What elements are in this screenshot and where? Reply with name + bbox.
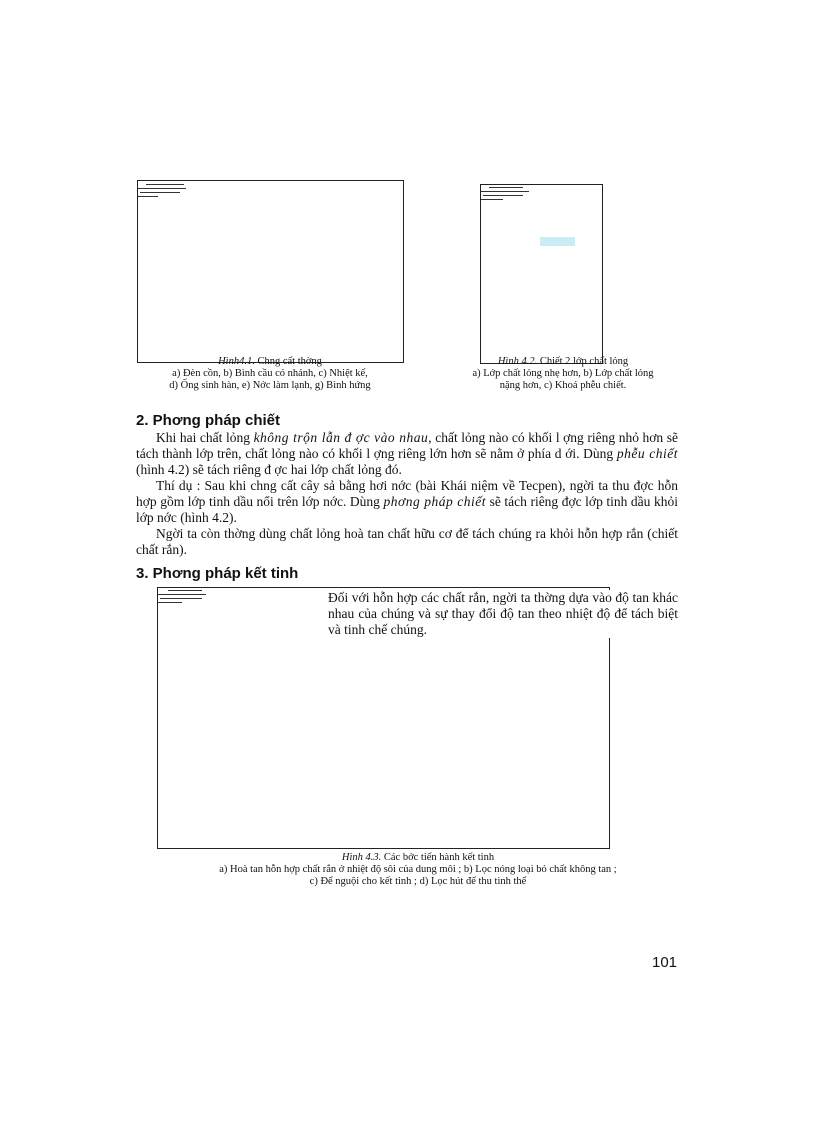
figure-4-1-caption-text: Chng cất thờng: [254, 356, 322, 367]
section-3-heading: 3. Phơng pháp kết tinh: [136, 565, 299, 582]
p1-text-a: Khi hai chất lỏng: [156, 430, 254, 445]
figure-4-3-caption-title: [140, 852, 696, 864]
figure-4-3-mark: [168, 590, 202, 591]
figure-4-2-mark: [483, 195, 523, 196]
figure-4-2-caption-text: Chiết 2 lớp chất lỏng: [537, 356, 629, 367]
figure-4-3-caption-line2: c) Để nguội cho kết tinh ; d) Lọc hút để thu tinh thể: [309, 876, 527, 887]
figure-4-3-mark: [158, 602, 182, 603]
figure-4-3-caption-label: Hình 4.3.: [341, 852, 382, 863]
section-3-paragraph-1: Đối với hỗn hợp các chất rắn, ngời ta thờng dựa vào độ tan khác nhau của chúng và sự thay đổi độ tan theo nhiệt độ để tách biệt và tinh chế chúng.: [328, 590, 678, 637]
section-2-paragraph-1: [136, 430, 678, 478]
figure-4-2-highlight: [540, 237, 575, 246]
figure-4-1-caption-line1: a) Đèn cồn, b) Bình cầu có nhánh, c) Nhiệt kế,: [172, 368, 368, 379]
figure-4-2-caption-line1: a) Lớp chất lỏng nhẹ hơn, b) Lớp chất lỏng: [472, 368, 654, 379]
figure-4-1-caption-title: [130, 356, 410, 368]
figure-4-1-mark: [146, 184, 184, 185]
figure-4-2-caption-line2: nặng hơn, c) Khoá phễu chiết.: [499, 380, 627, 391]
p1-emphasis-2: phễu chiết: [616, 446, 678, 461]
p2-text-b: sẽ tách riêng đợc lớp tinh dầu khỏi lớp nớc (hình 4.2).: [136, 494, 678, 525]
p2-text-a: Thí dụ : Sau khi chng cất cây sả bằng hơi nớc (bài Khái niệm về Tecpen), ngời ta thu đợc hỗn hợp gồm lớp tinh dầu nổi trên lớp nớc. Dùng: [136, 478, 678, 509]
figure-4-1-caption: [130, 356, 410, 392]
section-2-heading: 2. Phơng pháp chiết: [136, 412, 281, 429]
figure-4-2-caption: [440, 356, 686, 392]
p1-text-b: , chất lỏng nào có khối l ợng riêng nhỏ hơn sẽ tách thành lớp trên, chất lỏng nào có khối l ợng riêng lớn hơn sẽ nằm ở phía d ới. Dùng: [136, 430, 679, 461]
figure-4-2-mark: [481, 191, 529, 192]
figure-4-2-mark: [481, 199, 503, 200]
figure-4-2-caption-title: [440, 356, 686, 368]
p1-text-c: (hình 4.2) sẽ tách riêng đ ợc hai lớp chất lỏng đó.: [136, 462, 402, 477]
figure-4-2-image: [480, 184, 603, 364]
figure-4-3-caption-line1: a) Hoà tan hỗn hợp chất rắn ở nhiệt độ sôi của dung môi ; b) Lọc nóng loại bỏ chất không tan ;: [219, 864, 617, 875]
p2-emphasis: phơng pháp chiết: [383, 494, 487, 509]
p1-emphasis: không trộn lẫn đ ợc vào nhau: [253, 430, 429, 445]
figure-4-1-mark: [140, 192, 180, 193]
figure-4-2-mark: [489, 187, 523, 188]
figure-4-1-mark: [138, 188, 186, 189]
section-2-paragraph-2: [136, 478, 678, 526]
figure-4-2-caption-label: Hình 4.2.: [497, 356, 538, 367]
figure-4-1-mark: [138, 196, 158, 197]
figure-4-3-caption: [140, 852, 696, 888]
figure-4-3-mark: [158, 594, 206, 595]
figure-4-1-image: [137, 180, 404, 363]
section-2-paragraph-3: Ngời ta còn thờng dùng chất lỏng hoà tan chất hữu cơ để tách chúng ra khỏi hỗn hợp rắn (chiết chất rắn).: [136, 526, 678, 557]
page-number: 101: [652, 954, 678, 971]
figure-4-3-caption-text: Các bớc tiến hành kết tinh: [381, 852, 495, 863]
section-3-body: [328, 590, 678, 638]
section-2-body: [136, 430, 678, 558]
figure-4-1-caption-line2: d) Ống sinh hàn, e) Nớc làm lạnh, g) Bình hứng: [169, 380, 371, 391]
figure-4-1-caption-label: Hình4.1.: [218, 356, 255, 367]
figure-4-3-mark: [160, 598, 202, 599]
